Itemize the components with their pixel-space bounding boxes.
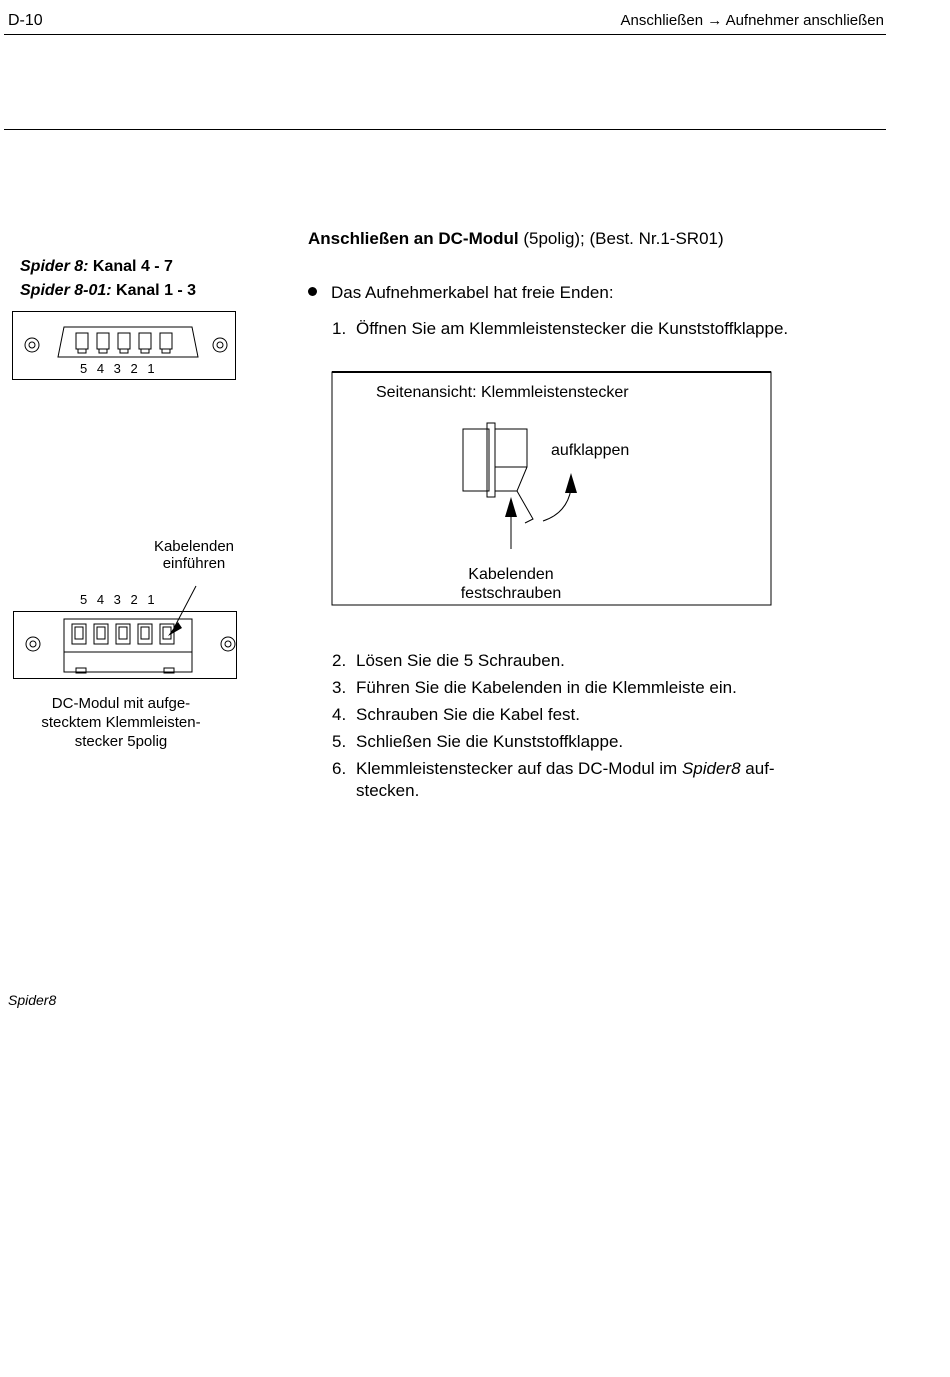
caption-line-1: DC-Modul mit aufge- [51,695,191,712]
step-5 [332,731,775,758]
screw-right-icon [221,637,235,651]
cable-label-line-1: Kabelenden [153,538,235,555]
screw-label-line-1: Kabelenden [468,566,554,583]
step-number: 6. [332,759,347,778]
open-label: aufklappen [551,442,630,459]
model-name: Spider 8: [20,258,89,275]
bullet-text: Das Aufnehmerkabel hat freie Enden: [331,283,614,302]
sidebar-line-1 [20,258,173,276]
model-name: Spider 8-01: [20,282,112,299]
page-number: D-10 [8,12,43,29]
section-title-rest: (5polig); (Best. Nr.1-SR01) [523,229,724,248]
channel-range: Kanal 1 - 3 [116,282,197,299]
step-number: 4. [332,705,347,724]
step-text: Schließen Sie die Kunststoffklappe. [356,732,624,751]
dc-module-caption [14,694,228,751]
step-number: 2. [332,651,347,670]
section-title-bold: Anschließen an DC-Modul [308,229,519,248]
cable-insert-label [140,538,248,572]
curved-arrow-icon [543,489,571,521]
screw-left-icon [26,637,40,651]
step-6 [332,758,775,802]
step-number: 3. [332,678,347,697]
bullet-item [308,283,614,303]
caption-line-3: stecker 5polig [74,733,168,750]
breadcrumb: Anschließen → Aufnehmer anschließen [620,12,884,29]
sidebar-line-2 [20,282,196,300]
product-name: Spider8 [681,759,741,778]
step-number: 5. [332,732,347,751]
step-text: Führen Sie die Kabelenden in die Klemmleiste ein. [356,678,737,697]
dc-module-diagram [12,582,240,682]
terminal-slots [72,624,174,644]
section-rule [4,129,886,130]
step-text: Klemmleistenstecker auf das DC-Modul im [356,759,678,778]
screw-label [440,565,582,603]
connector-side-view [463,423,533,523]
step-number: 1. [332,319,347,338]
step-text: Schrauben Sie die Kabel fest. [356,705,580,724]
step-1 [332,318,788,340]
pin-numbers-bottom: 5 4 3 2 1 [80,592,155,607]
bullet-icon [308,287,317,296]
step-3 [332,677,775,704]
step-text: Öffnen Sie am Klemmleistenstecker die Kunststoffklappe. [356,319,789,338]
screw-left-icon [25,338,39,352]
screw-label-line-2: festschrauben [460,585,562,602]
steps-list [332,650,775,802]
channel-range: Kanal 4 - 7 [92,258,173,275]
footer-product: Spider8 [8,992,57,1008]
section-title [308,229,724,249]
step-text: Lösen Sie die 5 Schrauben. [356,651,565,670]
step-text-continued: stecken. [356,781,420,800]
arrow-up-icon [505,497,517,517]
pin-slots [76,333,172,353]
figure-title: Seitenansicht: Klemmleistenstecker [376,384,629,401]
caption-line-2: stecktem Klemmleisten- [41,714,201,731]
step-4 [332,704,775,731]
screw-right-icon [213,338,227,352]
header-rule [4,34,886,35]
step-2 [332,650,775,677]
step-text-end: auf- [745,759,775,778]
cable-label-line-2: einführen [162,555,226,572]
pin-numbers-top: 5 4 3 2 1 [80,361,155,376]
